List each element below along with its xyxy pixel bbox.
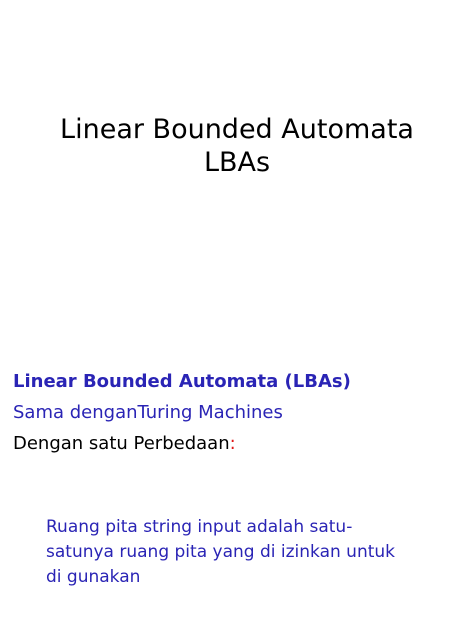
content-line-2 xyxy=(13,433,236,454)
content-line-2-colon: : xyxy=(229,433,236,454)
paragraph-line-2: satunya ruang pita yang di izinkan untuk xyxy=(46,542,396,562)
slide-title xyxy=(0,113,474,179)
paragraph-line-3: di gunakan xyxy=(46,567,141,587)
title-line-2: LBAs xyxy=(203,147,271,178)
content-line-1: Sama denganTuring Machines xyxy=(13,402,283,423)
content-heading: Linear Bounded Automata (LBAs) xyxy=(13,371,351,392)
paragraph-line-1: Ruang pita string input adalah satu- xyxy=(46,517,353,537)
content-line-2-text: Dengan satu Perbedaan xyxy=(13,433,230,454)
title-line-1: Linear Bounded Automata xyxy=(60,114,414,145)
content-slide xyxy=(0,316,474,632)
content-paragraph xyxy=(46,515,466,590)
